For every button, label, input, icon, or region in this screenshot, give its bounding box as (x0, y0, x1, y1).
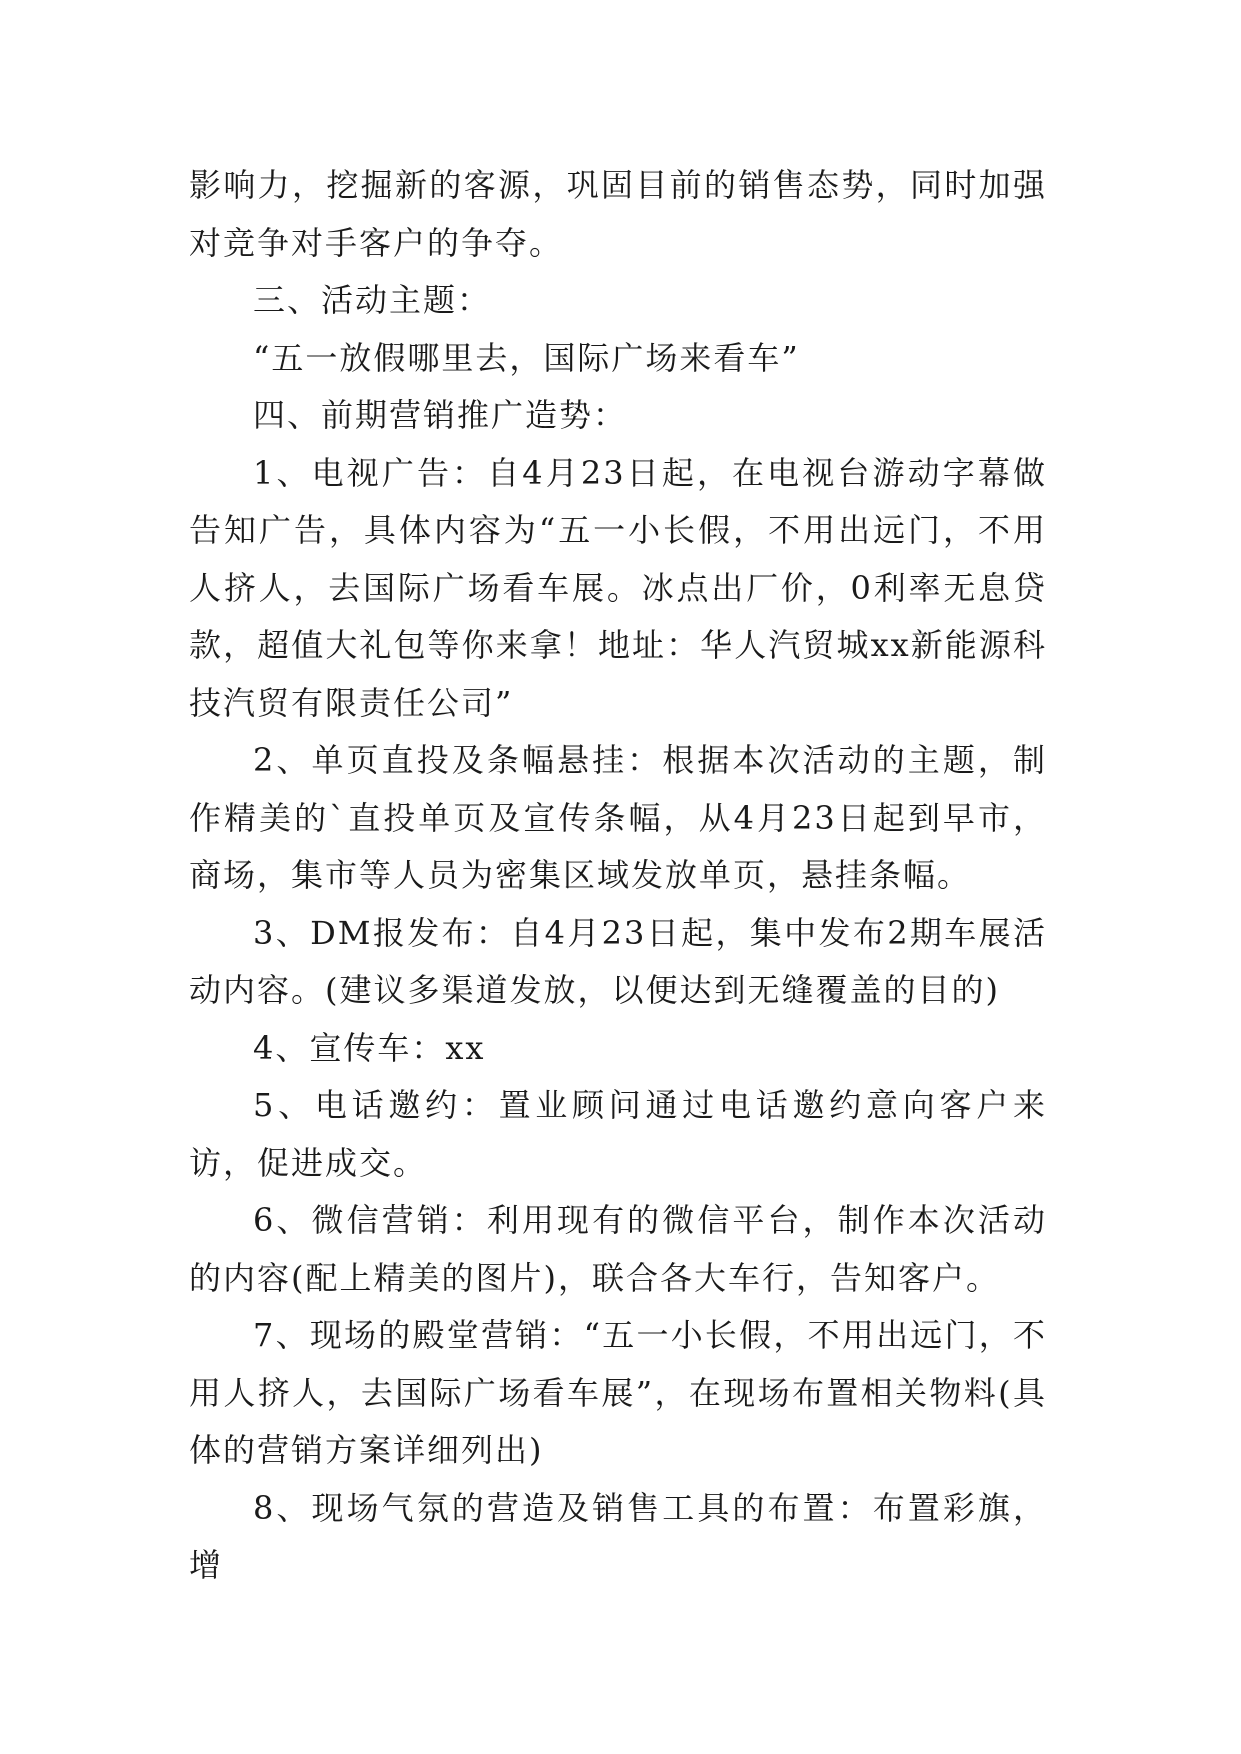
section-heading-activity-theme: 三、活动主题： (253, 281, 492, 319)
paragraph-tv-ads: 1、电视广告：自4月23日起，在电视台游动字幕做告知广告，具体内容为“五一小长假，不用出远门，不用人挤人，去国际广场看车展。冰点出厂价，0利率无息贷款，超值大礼包等你来拿！地址：华人汽贸城xx新能源科技汽贸有限责任公司” (189, 453, 1047, 722)
paragraph-promo-vehicle: 4、宣传车：xx (253, 1028, 486, 1067)
paragraph-dm-newspaper: 3、DM报发布：自4月23日起，集中发布2期车展活动内容。(建议多渠道发放，以便达到无缝覆盖的目的) (189, 913, 1047, 1009)
paragraph-intro-continuation: 影响力，挖掘新的客源，巩固目前的销售态势，同时加强对竞争对手客户的争夺。 (189, 166, 1047, 262)
activity-slogan: “五一放假哪里去，国际广场来看车” (253, 338, 800, 377)
paragraph-onsite-atmosphere: 8、现场气氛的营造及销售工具的布置：布置彩旗，增 (189, 1488, 1047, 1584)
paragraph-flyers-banners: 2、单页直投及条幅悬挂：根据本次活动的主题，制作精美的`直投单页及宣传条幅，从4月23日起到早市，商场，集市等人员为密集区域发放单页，悬挂条幅。 (189, 741, 1047, 894)
paragraph-onsite-marketing: 7、现场的殿堂营销：“五一小长假，不用出远门，不用人挤人，去国际广场看车展”，在现场布置相关物料(具体的营销方案详细列出) (189, 1316, 1047, 1469)
document-body (189, 157, 1047, 1595)
paragraph-wechat-marketing: 6、微信营销：利用现有的微信平台，制作本次活动的内容(配上精美的图片)，联合各大车行，告知客户。 (189, 1201, 1047, 1297)
section-heading-promotion: 四、前期营销推广造势： (253, 396, 628, 434)
paragraph-phone-invitation: 5、电话邀约：置业顾问通过电话邀约意向客户来访，促进成交。 (189, 1086, 1047, 1182)
